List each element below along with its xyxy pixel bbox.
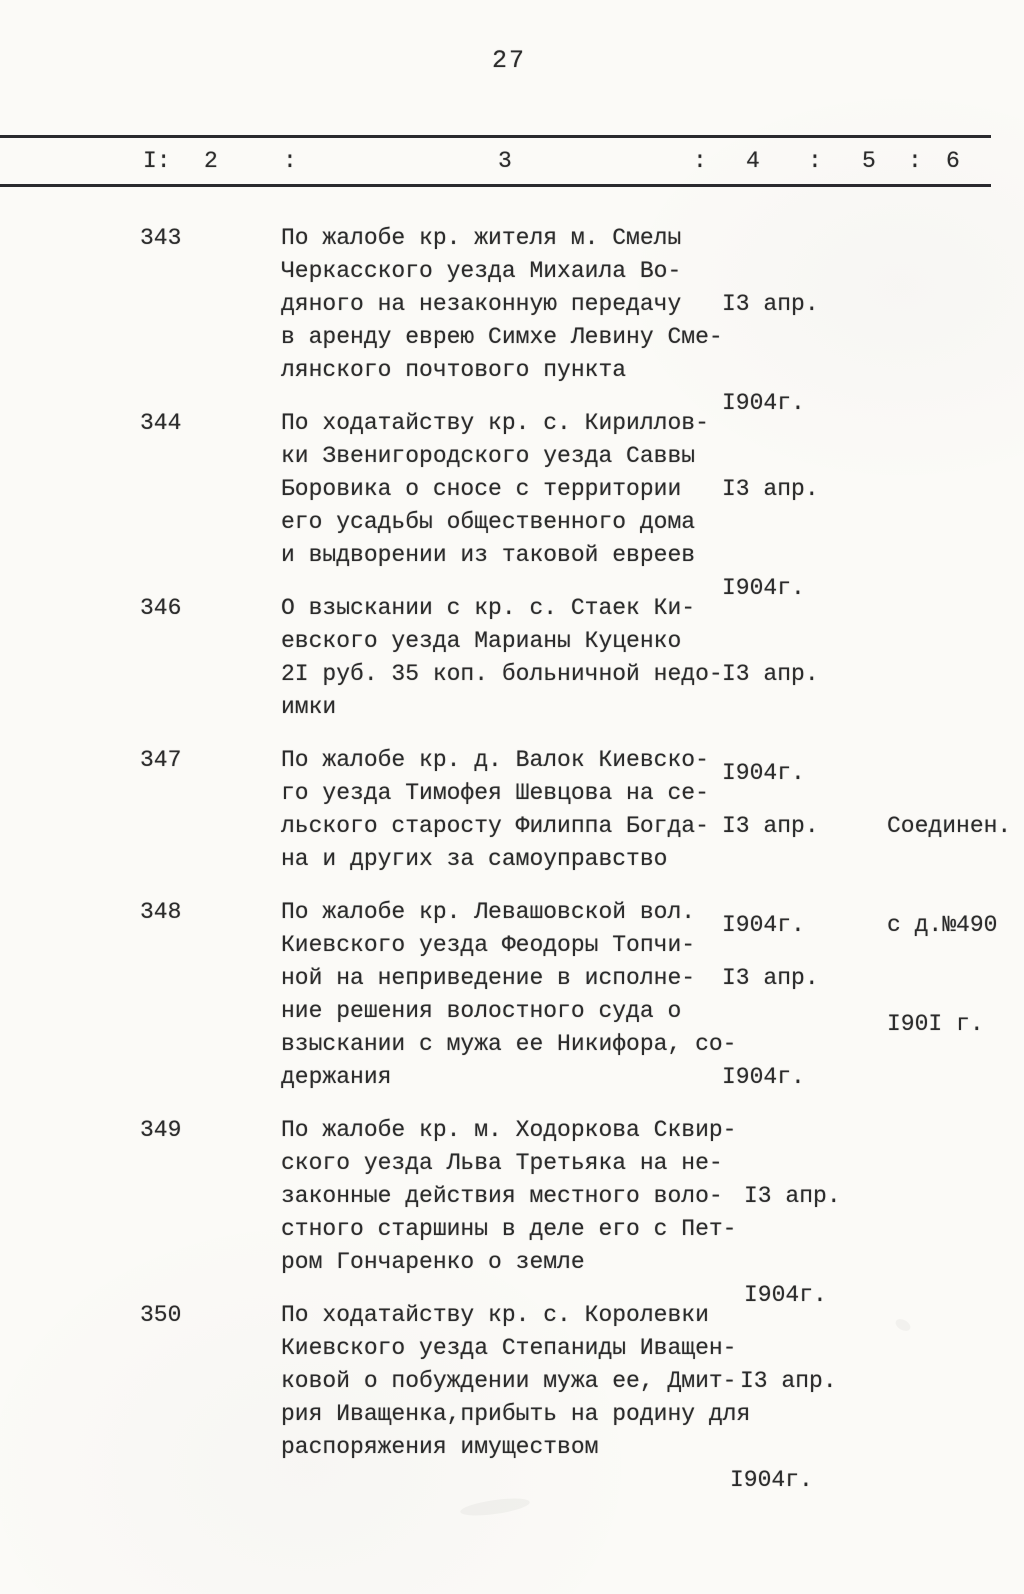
table-row: [0, 407, 1024, 601]
description-line: По ходатайству кр. с. Кириллов-: [281, 410, 709, 436]
entry-description: [281, 744, 781, 876]
table-row: [0, 1299, 1024, 1493]
description-line: ром Гончаренко о земле: [281, 1249, 585, 1275]
date-line: I904г.: [722, 1064, 805, 1090]
date-line: I3 апр.: [722, 661, 819, 687]
entry-date: [730, 1299, 837, 1563]
entry-description: [281, 592, 781, 724]
description-line: взыскании с мужа ее Никифора, со-: [281, 1031, 737, 1057]
note-line: Соединен.: [887, 813, 1012, 839]
description-line: ной на неприведение в исполне-: [281, 965, 696, 991]
header-separator: :: [908, 148, 922, 174]
date-line: I904г.: [730, 1467, 813, 1493]
date-line: I3 апр.: [722, 476, 819, 502]
register-entries: [0, 222, 1024, 1493]
description-line: ковой о побуждении мужа ее, Дмит-: [281, 1368, 737, 1394]
header-cell-1: I:: [143, 148, 171, 174]
entry-description: [281, 1114, 781, 1279]
entry-number: 348: [140, 899, 182, 925]
description-line: и выдворении из таковой евреев: [281, 542, 696, 568]
description-line: По жалобе кр. жителя м. Смелы: [281, 225, 682, 251]
date-line: I904г.: [722, 760, 805, 786]
entry-number: 344: [140, 410, 182, 436]
description-line: По жалобе кр. Левашовской вол.: [281, 899, 696, 925]
header-cell-5: 5: [862, 148, 876, 174]
table-row: [0, 896, 1024, 1094]
header-cell-6: 6: [946, 148, 960, 174]
entry-description: [281, 896, 781, 1094]
date-line: I904г.: [722, 912, 805, 938]
description-line: дяного на незаконную передачу: [281, 291, 682, 317]
entry-number: 346: [140, 595, 182, 621]
description-line: По жалобе кр. д. Валок Киевско-: [281, 747, 709, 773]
date-line: I3 апр.: [722, 291, 819, 317]
date-line: I904г.: [722, 575, 805, 601]
description-line: ского уезда Льва Третьяка на не-: [281, 1150, 723, 1176]
description-line: О взыскании с кр. с. Стаек Ки-: [281, 595, 696, 621]
description-line: распоряжения имуществом: [281, 1434, 599, 1460]
table-header-rule: [0, 135, 991, 187]
date-line: I3 апр.: [722, 965, 819, 991]
description-line: По жалобе кр. м. Ходоркова Сквир-: [281, 1117, 737, 1143]
description-line: рия Иващенка,прибыть на родину для: [281, 1401, 751, 1427]
description-line: законные действия местного воло-: [281, 1183, 723, 1209]
table-row: [0, 222, 1024, 416]
entry-number: 347: [140, 747, 182, 773]
description-line: ки Звенигородского уезда Саввы: [281, 443, 696, 469]
description-line: лянского почтового пункта: [281, 357, 627, 383]
description-line: го уезда Тимофея Шевцова на се-: [281, 780, 709, 806]
note-line: I90I г.: [887, 1011, 984, 1037]
header-separator: :: [808, 148, 822, 174]
description-line: Черкасского уезда Михаила Во-: [281, 258, 682, 284]
description-line: евского уезда Марианы Куценко: [281, 628, 682, 654]
scan-smudge: [459, 1495, 530, 1519]
description-line: ние решения волостного суда о: [281, 998, 682, 1024]
description-line: на и других за самоуправство: [281, 846, 668, 872]
page-number: 27: [492, 46, 527, 75]
date-line: I904г.: [722, 390, 805, 416]
entry-number: 350: [140, 1302, 182, 1328]
note-line: с д.№490: [887, 912, 998, 938]
description-line: в аренду еврею Симхе Левину Сме-: [281, 324, 723, 350]
description-line: стного старшины в деле его с Пет-: [281, 1216, 737, 1242]
entry-number: 343: [140, 225, 182, 251]
date-line: I3 апр.: [740, 1368, 837, 1394]
date-line: I904г.: [744, 1282, 827, 1308]
description-line: его усадьбы общественного дома: [281, 509, 696, 535]
description-line: Киевского уезда Феодоры Топчи-: [281, 932, 696, 958]
description-line: По ходатайству кр. с. Королевки: [281, 1302, 709, 1328]
header-cell-4: 4: [746, 148, 760, 174]
description-line: 2I руб. 35 коп. больничной недо-: [281, 661, 723, 687]
entry-description: [281, 407, 781, 572]
date-line: I3 апр.: [744, 1183, 841, 1209]
table-row: [0, 1114, 1024, 1308]
header-separator: :: [693, 148, 707, 174]
entry-number: 349: [140, 1117, 182, 1143]
entry-description: [281, 222, 781, 387]
description-line: Киевского уезда Степаниды Иващен-: [281, 1335, 737, 1361]
description-line: имки: [281, 694, 337, 720]
header-cell-2: 2: [204, 148, 218, 174]
header-separator: :: [283, 148, 297, 174]
description-line: льского старосту Филиппа Богда-: [281, 813, 709, 839]
header-cell-3: 3: [498, 148, 512, 174]
description-line: держания: [281, 1064, 392, 1090]
description-line: Боровика о сносе с территории: [281, 476, 682, 502]
entry-description: [281, 1299, 781, 1464]
date-line: I3 апр.: [722, 813, 819, 839]
